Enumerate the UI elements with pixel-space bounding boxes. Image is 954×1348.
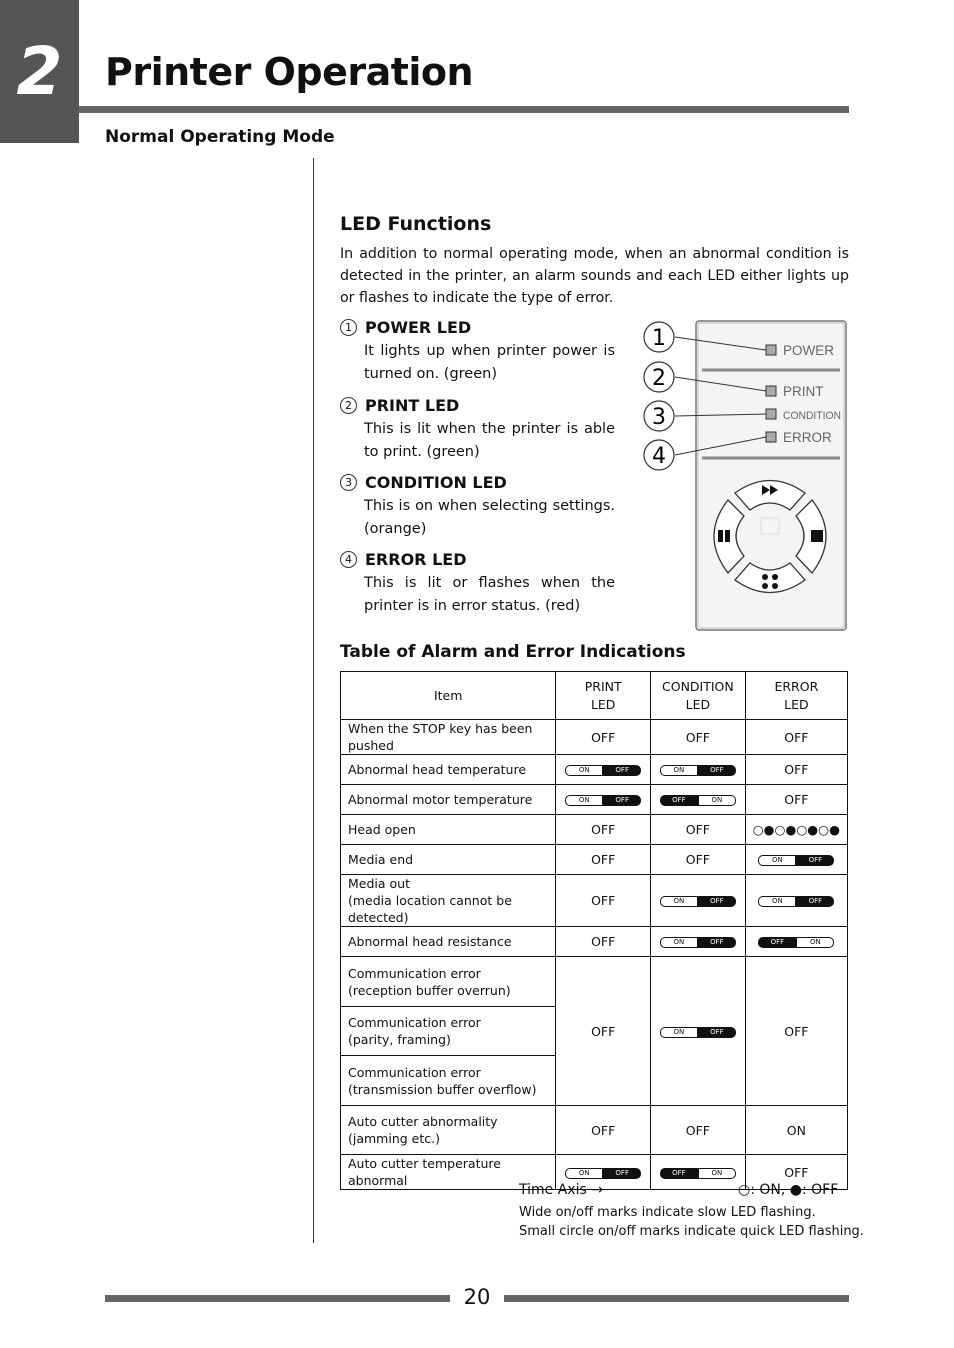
circled-number: 3 bbox=[340, 474, 357, 491]
error-cell: OFF bbox=[745, 785, 847, 815]
led-desc: This is on when selecting settings. (orange) bbox=[364, 498, 615, 537]
error-cell bbox=[745, 845, 847, 875]
circled-number: 2 bbox=[340, 397, 357, 414]
power-label: POWER bbox=[783, 343, 835, 358]
error-cell: ○●○●○●○● bbox=[745, 815, 847, 845]
flash-off-segment: OFF bbox=[796, 896, 834, 907]
error-led-icon bbox=[766, 432, 776, 442]
flash-on-segment: ON bbox=[796, 937, 834, 948]
table-row bbox=[341, 720, 848, 755]
error-cell: OFF bbox=[745, 755, 847, 785]
led-desc: This is lit when the printer is able to print. (green) bbox=[364, 421, 615, 460]
page-title: Printer Operation bbox=[105, 50, 474, 94]
table-row bbox=[341, 815, 848, 845]
flash-indicator bbox=[660, 1027, 736, 1038]
condition-cell bbox=[651, 927, 746, 957]
condition-led-icon bbox=[766, 409, 776, 419]
row-item: Auto cutter temperature abnormal bbox=[341, 1155, 556, 1190]
table-row bbox=[341, 927, 848, 957]
callout-number: 3 bbox=[652, 405, 666, 430]
print-cell bbox=[556, 785, 651, 815]
flash-indicator bbox=[565, 795, 641, 806]
led-functions-heading: LED Functions bbox=[340, 213, 492, 235]
table-row bbox=[341, 1106, 848, 1155]
print-cell: OFF bbox=[556, 815, 651, 845]
flash-off-segment: OFF bbox=[660, 1168, 698, 1179]
flash-indicator bbox=[660, 896, 736, 907]
quick-flash-note: Small circle on/off marks indicate quick LED flashing. bbox=[519, 1224, 864, 1239]
flash-off-segment: OFF bbox=[698, 765, 736, 776]
page-number: 20 bbox=[463, 1285, 491, 1309]
flash-indicator bbox=[660, 765, 736, 776]
error-cell bbox=[745, 927, 847, 957]
row-item: Head open bbox=[341, 815, 556, 845]
circled-number: 1 bbox=[340, 319, 357, 336]
error-cell bbox=[745, 875, 847, 927]
condition-cell bbox=[651, 1155, 746, 1190]
comm-error-cell: OFF bbox=[745, 957, 847, 1106]
row-item: Auto cutter abnormality (jamming etc.) bbox=[341, 1106, 556, 1155]
led-title: CONDITION LED bbox=[365, 472, 507, 492]
flash-off-segment: OFF bbox=[758, 937, 796, 948]
row-item: Abnormal head resistance bbox=[341, 927, 556, 957]
flash-off-segment: OFF bbox=[603, 795, 641, 806]
print-cell: OFF bbox=[556, 927, 651, 957]
chapter-tab: 2 bbox=[0, 0, 79, 143]
flash-on-segment: ON bbox=[758, 855, 796, 866]
callout-number: 1 bbox=[652, 326, 666, 351]
flash-off-segment: OFF bbox=[603, 765, 641, 776]
power-led-icon bbox=[766, 345, 776, 355]
footer-rule-left bbox=[105, 1295, 450, 1302]
header-print: PRINT LED bbox=[556, 672, 651, 720]
circled-number: 4 bbox=[340, 551, 357, 568]
led-intro-text: In addition to normal operating mode, when an abnormal condition is detected in the printer, an alarm sounds and each LED either lights up or flashes to indicate the type of error. bbox=[340, 246, 849, 306]
flash-indicator bbox=[565, 1168, 641, 1179]
flash-indicator bbox=[660, 1168, 736, 1179]
flash-off-segment: OFF bbox=[698, 896, 736, 907]
flash-off-segment: OFF bbox=[660, 795, 698, 806]
flash-indicator bbox=[758, 937, 834, 948]
error-cell: ON bbox=[745, 1106, 847, 1155]
stop-icon bbox=[811, 530, 823, 542]
flash-on-segment: ON bbox=[660, 1027, 698, 1038]
led-title: ERROR LED bbox=[365, 549, 467, 569]
time-axis-label: Time Axis → bbox=[519, 1182, 603, 1198]
pause-icon bbox=[718, 530, 723, 542]
table-row bbox=[341, 845, 848, 875]
slow-flash-note: Wide on/off marks indicate slow LED flashing. bbox=[519, 1205, 816, 1220]
callout-number: 2 bbox=[652, 366, 666, 391]
condition-cell bbox=[651, 785, 746, 815]
flash-off-segment: OFF bbox=[698, 937, 736, 948]
flash-off-segment: OFF bbox=[796, 855, 834, 866]
print-cell: OFF bbox=[556, 720, 651, 755]
flash-indicator bbox=[660, 795, 736, 806]
flash-indicator bbox=[565, 765, 641, 776]
row-item: Abnormal motor temperature bbox=[341, 785, 556, 815]
row-item: Media out (media location cannot be detected) bbox=[341, 875, 556, 927]
condition-cell bbox=[651, 755, 746, 785]
table-row bbox=[341, 785, 848, 815]
flash-on-segment: ON bbox=[698, 1168, 736, 1179]
print-led-icon bbox=[766, 386, 776, 396]
table-heading: Table of Alarm and Error Indications bbox=[340, 642, 686, 662]
led-item-print bbox=[340, 394, 615, 464]
table-row bbox=[341, 875, 848, 927]
footer-rule-right bbox=[504, 1295, 849, 1302]
flash-on-segment: ON bbox=[565, 765, 603, 776]
printer-control-panel bbox=[640, 318, 852, 633]
header-item: Item bbox=[341, 672, 556, 720]
condition-cell: OFF bbox=[651, 720, 746, 755]
column-divider bbox=[313, 158, 314, 1243]
error-label: ERROR bbox=[783, 430, 832, 445]
row-item: Media end bbox=[341, 845, 556, 875]
flash-on-segment: ON bbox=[698, 795, 736, 806]
print-cell: OFF bbox=[556, 845, 651, 875]
header-error: ERROR LED bbox=[745, 672, 847, 720]
row-item: Communication error (parity, framing) bbox=[341, 1007, 556, 1056]
print-cell: OFF bbox=[556, 1106, 651, 1155]
led-item-power bbox=[340, 316, 615, 386]
flash-on-segment: ON bbox=[660, 937, 698, 948]
led-title: POWER LED bbox=[365, 317, 472, 337]
on-off-legend: ○: ON, ●: OFF bbox=[738, 1182, 839, 1198]
table-row bbox=[341, 957, 848, 1007]
flash-on-segment: ON bbox=[565, 1168, 603, 1179]
led-desc: It lights up when printer power is turned on. (green) bbox=[364, 343, 615, 382]
led-item-error bbox=[340, 548, 615, 618]
condition-cell bbox=[651, 875, 746, 927]
flash-indicator bbox=[758, 855, 834, 866]
header-condition: CONDITION LED bbox=[651, 672, 746, 720]
print-cell bbox=[556, 755, 651, 785]
flash-on-segment: ON bbox=[660, 896, 698, 907]
row-item: Communication error (reception buffer overrun) bbox=[341, 957, 556, 1007]
title-rule bbox=[79, 106, 849, 113]
comm-print-cell: OFF bbox=[556, 957, 651, 1106]
condition-cell: OFF bbox=[651, 1106, 746, 1155]
flash-indicator bbox=[758, 896, 834, 907]
led-desc: This is lit or flashes when the printer is in error status. (red) bbox=[364, 575, 615, 614]
table-row bbox=[341, 755, 848, 785]
alarm-error-table bbox=[340, 671, 848, 1190]
flash-indicator bbox=[660, 937, 736, 948]
comm-condition-cell bbox=[651, 957, 746, 1106]
condition-cell: OFF bbox=[651, 815, 746, 845]
error-cell: OFF bbox=[745, 1155, 847, 1190]
callout-number: 4 bbox=[652, 444, 666, 469]
print-cell: OFF bbox=[556, 875, 651, 927]
flash-on-segment: ON bbox=[565, 795, 603, 806]
flash-off-segment: OFF bbox=[698, 1027, 736, 1038]
flash-on-segment: ON bbox=[660, 765, 698, 776]
row-item: When the STOP key has been pushed bbox=[341, 720, 556, 755]
row-item: Abnormal head temperature bbox=[341, 755, 556, 785]
error-cell: OFF bbox=[745, 720, 847, 755]
row-item: Communication error (transmission buffer overflow) bbox=[341, 1056, 556, 1106]
condition-cell: OFF bbox=[651, 845, 746, 875]
table-header-row bbox=[341, 672, 848, 720]
led-title: PRINT LED bbox=[365, 395, 460, 415]
led-item-condition bbox=[340, 471, 615, 541]
flash-off-segment: OFF bbox=[603, 1168, 641, 1179]
flash-on-segment: ON bbox=[758, 896, 796, 907]
condition-label: CONDITION bbox=[783, 410, 842, 422]
section-subtitle: Normal Operating Mode bbox=[105, 127, 335, 147]
print-label: PRINT bbox=[783, 384, 824, 399]
